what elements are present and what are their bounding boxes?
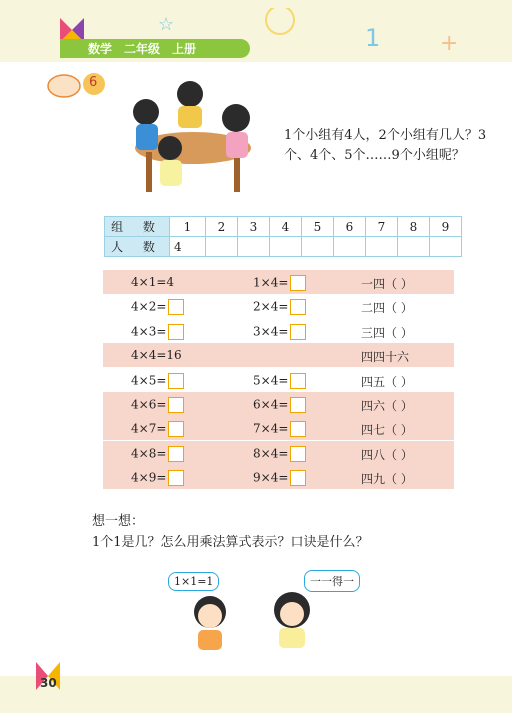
group-cell: 5 xyxy=(302,217,334,237)
multiplication-table xyxy=(103,270,454,490)
people-cell: 4 xyxy=(170,237,206,257)
multiplication-cell xyxy=(361,275,413,292)
multiplication-cell xyxy=(361,421,413,438)
answer-box[interactable] xyxy=(290,373,306,389)
expression-text: 4×1=4 xyxy=(131,275,175,289)
expression-text: 四五（ ） xyxy=(361,374,413,389)
expression-text: 4×6= xyxy=(131,397,167,412)
multiplication-row xyxy=(103,465,454,489)
multiplication-row xyxy=(103,368,454,392)
svg-text:+: + xyxy=(440,31,459,56)
think-title: 想一想： xyxy=(92,514,145,529)
multiplication-cell xyxy=(131,324,184,340)
answer-box[interactable] xyxy=(168,421,184,437)
expression-text: 2×4= xyxy=(253,299,289,314)
answer-box[interactable] xyxy=(290,421,306,437)
group-cell: 9 xyxy=(430,217,462,237)
multiplication-cell xyxy=(253,421,306,437)
multiplication-cell xyxy=(253,470,306,486)
people-answer-cell[interactable] xyxy=(398,237,430,257)
multiplication-cell xyxy=(361,446,413,463)
multiplication-cell xyxy=(361,348,409,365)
expression-text: 5×4= xyxy=(253,373,289,388)
lesson-badge xyxy=(44,68,108,100)
multiplication-cell xyxy=(361,299,413,316)
expression-text: 四九（ ） xyxy=(361,472,413,487)
volume-label: 上册 xyxy=(172,42,197,56)
answer-box[interactable] xyxy=(290,470,306,486)
expression-text: 3×4= xyxy=(253,324,289,339)
page-number: 30 xyxy=(40,676,57,690)
people-answer-cell[interactable] xyxy=(270,237,302,257)
answer-box[interactable] xyxy=(168,446,184,462)
expression-text: 三四（ ） xyxy=(361,325,413,340)
multiplication-row xyxy=(103,294,454,318)
multiplication-cell xyxy=(131,470,184,486)
expression-text: 二四（ ） xyxy=(361,301,413,316)
group-cell: 1 xyxy=(170,217,206,237)
multiplication-row xyxy=(103,270,454,294)
speech-bubble-right: 一一得一 xyxy=(304,570,360,592)
multiplication-cell xyxy=(253,275,306,291)
expression-text: 4×3= xyxy=(131,324,167,339)
answer-box[interactable] xyxy=(168,397,184,413)
expression-text: 4×7= xyxy=(131,421,167,436)
multiplication-cell xyxy=(131,348,182,362)
multiplication-cell xyxy=(131,275,174,289)
multiplication-cell xyxy=(361,397,413,414)
group-count-table xyxy=(104,216,462,257)
multiplication-row xyxy=(103,319,454,343)
boy-icon xyxy=(180,592,240,652)
lesson-number: 6 xyxy=(89,75,98,90)
expression-text: 四六（ ） xyxy=(361,399,413,413)
multiplication-cell xyxy=(253,397,306,413)
group-cell: 2 xyxy=(206,217,238,237)
header-bar xyxy=(60,39,250,58)
multiplication-cell xyxy=(131,446,184,462)
multiplication-cell xyxy=(131,299,184,315)
expression-text: 四七（ ） xyxy=(361,423,413,438)
multiplication-cell xyxy=(361,373,413,390)
speech-bubble-left: 1×1=1 xyxy=(168,572,219,591)
answer-box[interactable] xyxy=(168,324,184,340)
people-answer-cell[interactable] xyxy=(206,237,238,257)
expression-text: 4×2= xyxy=(131,299,167,314)
expression-text: 四八（ ） xyxy=(361,447,413,462)
multiplication-cell xyxy=(253,324,306,340)
subject-label: 数学 xyxy=(88,42,113,56)
answer-box[interactable] xyxy=(290,397,306,413)
children-at-table-illustration xyxy=(118,78,268,198)
answer-box[interactable] xyxy=(290,299,306,315)
table-row xyxy=(105,217,462,237)
multiplication-row xyxy=(103,441,454,465)
expression-text: 6×4= xyxy=(253,397,289,412)
multiplication-cell xyxy=(361,324,413,341)
multiplication-cell xyxy=(131,421,184,437)
people-answer-cell[interactable] xyxy=(430,237,462,257)
groups-header-cell: 组 数 xyxy=(105,217,170,237)
think-question: 1个1是几？怎么用乘法算式表示？口诀是什么？ xyxy=(92,535,369,550)
answer-box[interactable] xyxy=(290,324,306,340)
group-cell: 8 xyxy=(398,217,430,237)
expression-text: 8×4= xyxy=(253,446,289,461)
expression-text: 4×4=16 xyxy=(131,348,182,363)
people-header-cell: 人 数 xyxy=(105,237,170,257)
answer-box[interactable] xyxy=(168,373,184,389)
people-answer-cell[interactable] xyxy=(366,237,398,257)
expression-text: 4×8= xyxy=(131,446,167,461)
people-answer-cell[interactable] xyxy=(334,237,366,257)
multiplication-cell xyxy=(131,373,184,389)
svg-text:1: 1 xyxy=(365,24,381,52)
group-cell: 4 xyxy=(270,217,302,237)
table-row xyxy=(105,237,462,257)
footer-band xyxy=(0,676,512,713)
people-answer-cell[interactable] xyxy=(238,237,270,257)
multiplication-row xyxy=(103,392,454,416)
multiplication-cell xyxy=(253,373,306,389)
multiplication-cell xyxy=(131,397,184,413)
multiplication-cell xyxy=(361,470,413,487)
answer-box[interactable] xyxy=(290,446,306,462)
group-cell: 7 xyxy=(366,217,398,237)
star-doodle-icon: ☆ xyxy=(158,14,175,35)
answer-box[interactable] xyxy=(168,299,184,315)
expression-text: 四四十六 xyxy=(361,350,410,365)
snail-icon xyxy=(48,75,80,97)
people-answer-cell[interactable] xyxy=(302,237,334,257)
answer-box[interactable] xyxy=(290,275,306,291)
grade-label: 二年级 xyxy=(124,42,161,56)
group-cell: 3 xyxy=(238,217,270,237)
multiplication-cell xyxy=(253,299,306,315)
expression-text: 4×9= xyxy=(131,470,167,485)
group-cell: 6 xyxy=(334,217,366,237)
sun-doodle-icon xyxy=(266,8,294,34)
girl-icon xyxy=(262,588,322,650)
multiplication-row xyxy=(103,416,454,440)
expression-text: 一四（ ） xyxy=(361,277,413,291)
expression-text: 1×4= xyxy=(253,275,289,290)
problem-text: 1个小组有4人，2个小组有几人？3个、4个、5个……9个小组呢？ xyxy=(284,128,487,163)
multiplication-row xyxy=(103,343,454,367)
expression-text: 4×5= xyxy=(131,373,167,388)
answer-box[interactable] xyxy=(168,470,184,486)
multiplication-cell xyxy=(253,446,306,462)
expression-text: 9×4= xyxy=(253,470,289,485)
expression-text: 7×4= xyxy=(253,421,289,436)
